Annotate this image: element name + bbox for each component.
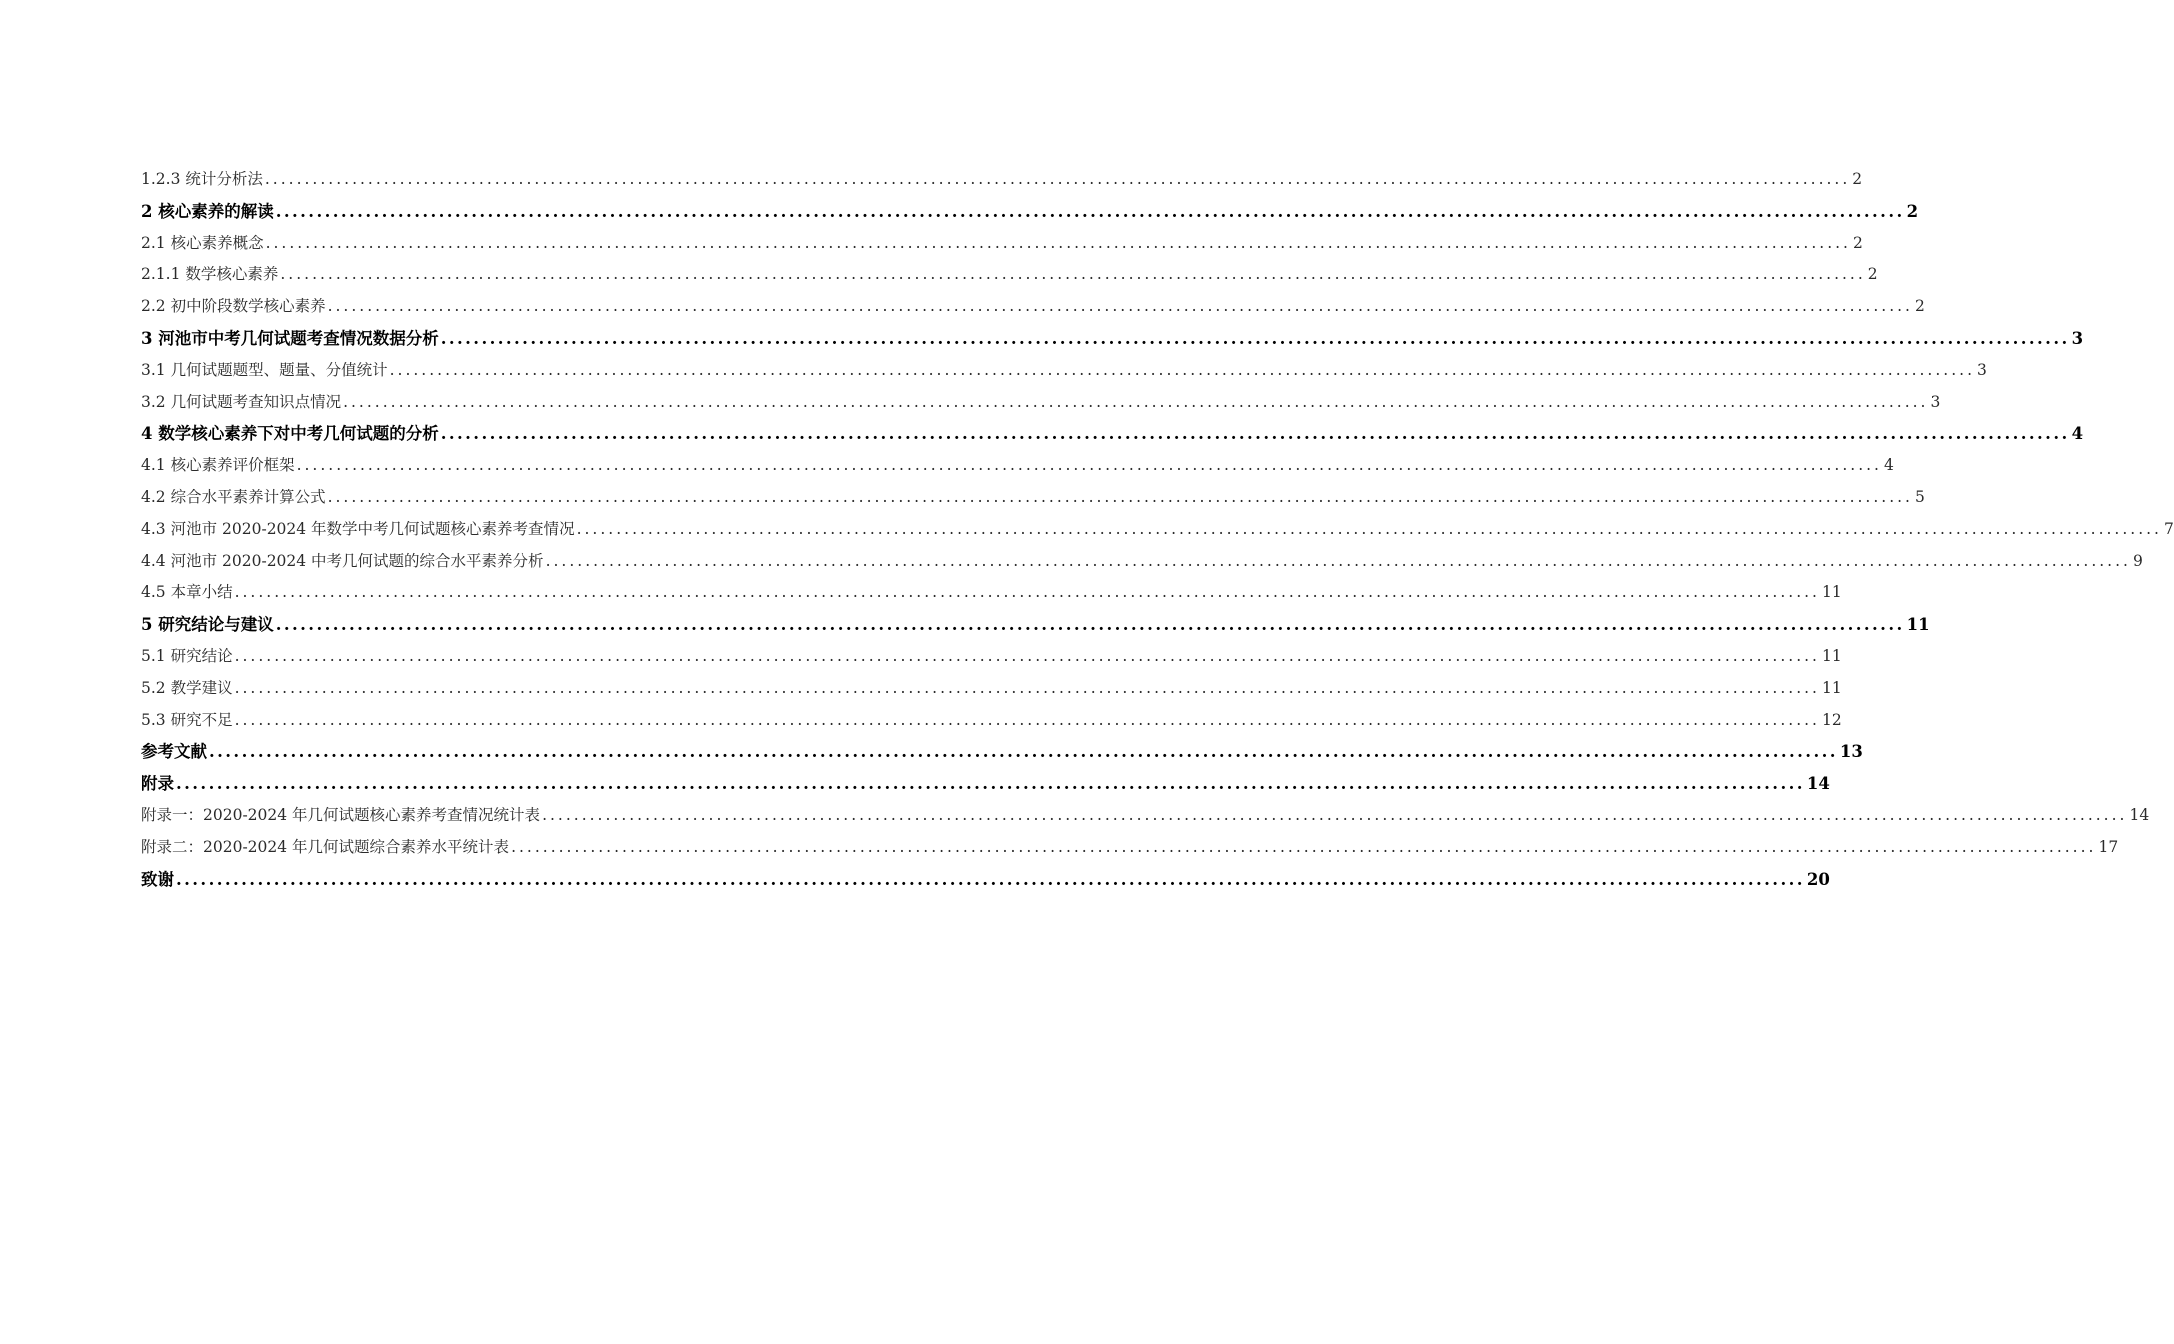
toc-entry-title: 5.3 研究不足 xyxy=(141,710,233,729)
toc-entry-title: 5 研究结论与建议 xyxy=(141,615,274,635)
toc-section-entry[interactable] xyxy=(141,514,2174,546)
toc-entry-title: 5.2 教学建议 xyxy=(141,678,233,697)
toc-entry-page-number: 5 xyxy=(1914,487,1925,506)
toc-entry-title: 2.2 初中阶段数学核心素养 xyxy=(141,297,326,316)
toc-chapter-entry[interactable] xyxy=(141,736,1863,768)
toc-section-entry[interactable] xyxy=(141,164,1863,196)
toc-dot-leader: ........................................................................................................................................................................................................ xyxy=(234,646,1820,665)
toc-dot-leader: ........................................................................................................................................................................................................ xyxy=(576,519,2162,538)
toc-entry-title: 2 核心素养的解读 xyxy=(141,201,274,221)
toc-entry-title: 5.1 研究结论 xyxy=(141,646,233,665)
toc-entry-page-number: 3 xyxy=(1930,392,1941,411)
toc-entry-title: 2.1.1 数学核心素养 xyxy=(141,265,279,284)
toc-section-entry[interactable] xyxy=(141,673,1842,705)
toc-chapter-entry[interactable] xyxy=(141,768,1830,800)
toc-entry-page-number: 2 xyxy=(1914,297,1925,316)
toc-entry-page-number: 4 xyxy=(2071,424,2084,444)
toc-dot-leader: ........................................................................................................................................................................................................ xyxy=(343,392,1929,411)
toc-entry-page-number: 13 xyxy=(1839,742,1863,762)
toc-entry-page-number: 11 xyxy=(1821,678,1842,697)
toc-dot-leader: ........................................................................................................................................................................................................ xyxy=(234,678,1820,697)
toc-dot-leader: ........................................................................................................................................................................................................ xyxy=(176,869,1805,889)
toc-dot-leader: ........................................................................................................................................................................................................ xyxy=(327,297,1913,316)
toc-entry-title: 参考文献 xyxy=(141,742,207,762)
toc-entry-page-number: 9 xyxy=(2132,551,2143,570)
toc-entry-page-number: 11 xyxy=(1821,583,1842,602)
toc-dot-leader: ........................................................................................................................................................................................................ xyxy=(209,742,1838,762)
toc-section-entry[interactable] xyxy=(141,291,1925,323)
toc-section-entry[interactable] xyxy=(141,228,1863,260)
toc-dot-leader: ........................................................................................................................................................................................................ xyxy=(176,774,1805,794)
toc-entry-page-number: 11 xyxy=(1821,646,1842,665)
toc-entry-page-number: 11 xyxy=(1906,615,1930,635)
toc-entry-title: 3.2 几何试题考查知识点情况 xyxy=(141,392,342,411)
toc-entry-title: 4.5 本章小结 xyxy=(141,583,233,602)
toc-section-entry[interactable] xyxy=(141,577,1842,609)
toc-dot-leader: ........................................................................................................................................................................................................ xyxy=(275,615,1905,635)
toc-entry-page-number: 14 xyxy=(1806,774,1830,794)
toc-entry-title: 3.1 几何试题题型、题量、分值统计 xyxy=(141,360,388,379)
toc-dot-leader: ........................................................................................................................................................................................................ xyxy=(542,805,2128,824)
toc-entry-page-number: 2 xyxy=(1852,170,1863,188)
toc-entry-title: 附录 xyxy=(141,774,174,794)
toc-entry-title: 4.2 综合水平素养计算公式 xyxy=(141,487,326,506)
toc-entry-title: 4 数学核心素养下对中考几何试题的分析 xyxy=(141,424,439,444)
toc-dot-leader: ........................................................................................................................................................................................................ xyxy=(234,583,1820,602)
toc-dot-leader: ........................................................................................................................................................................................................ xyxy=(389,360,1975,379)
toc-entry-title: 附录一：2020-2024 年几何试题核心素养考查情况统计表 xyxy=(141,805,541,824)
toc-entry-title: 致谢 xyxy=(141,869,174,889)
toc-entry-page-number: 14 xyxy=(2129,805,2150,824)
toc-section-entry[interactable] xyxy=(141,641,1842,673)
toc-entry-page-number: 2 xyxy=(1906,201,1919,221)
toc-section-entry[interactable] xyxy=(141,800,2150,832)
toc-chapter-entry[interactable] xyxy=(141,323,2084,355)
toc-chapter-entry[interactable] xyxy=(141,609,1930,641)
toc-dot-leader: ........................................................................................................................................................................................................ xyxy=(440,328,2070,348)
toc-entry-title: 4.1 核心素养评价框架 xyxy=(141,456,295,475)
toc-entry-title: 附录二：2020-2024 年几何试题综合素养水平统计表 xyxy=(141,837,510,856)
toc-entry-page-number: 7 xyxy=(2163,519,2174,538)
toc-section-entry[interactable] xyxy=(141,832,2119,864)
toc-dot-leader: ........................................................................................................................................................................................................ xyxy=(511,837,2097,856)
toc-chapter-entry[interactable] xyxy=(141,864,1830,896)
toc-dot-leader: ........................................................................................................................................................................................................ xyxy=(234,710,1820,729)
toc-entry-page-number: 17 xyxy=(2098,837,2119,856)
toc-dot-leader: ........................................................................................................................................................................................................ xyxy=(440,424,2070,444)
toc-dot-leader: ........................................................................................................................................................................................................ xyxy=(296,456,1882,475)
toc-entry-page-number: 2 xyxy=(1867,265,1878,284)
toc-dot-leader: ........................................................................................................................................................................................................ xyxy=(280,265,1866,284)
toc-entry-page-number: 3 xyxy=(1977,360,1987,379)
toc-chapter-entry[interactable] xyxy=(141,196,1919,228)
toc-entry-page-number: 20 xyxy=(1806,869,1830,889)
toc-dot-leader: ........................................................................................................................................................................................................ xyxy=(327,487,1913,506)
table-of-contents xyxy=(141,164,2174,895)
toc-dot-leader: ........................................................................................................................................................................................................ xyxy=(275,201,1905,221)
toc-entry-page-number: 3 xyxy=(2071,328,2084,348)
toc-entry-title: 3 河池市中考几何试题考查情况数据分析 xyxy=(141,328,439,348)
toc-entry-title: 1.2.3 统计分析法 xyxy=(141,170,263,188)
toc-entry-title: 2.1 核心素养概念 xyxy=(141,233,264,252)
toc-section-entry[interactable] xyxy=(141,546,2143,578)
toc-entry-page-number: 2 xyxy=(1852,233,1863,252)
toc-dot-leader: ........................................................................................................................................................................................................ xyxy=(265,233,1851,252)
toc-dot-leader: ........................................................................................................................................................................................................ xyxy=(264,170,1851,188)
toc-section-entry[interactable] xyxy=(141,259,1878,291)
toc-chapter-entry[interactable] xyxy=(141,418,2084,450)
toc-section-entry[interactable] xyxy=(141,705,1842,737)
toc-entry-page-number: 4 xyxy=(1883,456,1894,475)
toc-section-entry[interactable] xyxy=(141,450,1894,482)
toc-dot-leader: ........................................................................................................................................................................................................ xyxy=(545,551,2131,570)
toc-entry-title: 4.3 河池市 2020-2024 年数学中考几何试题核心素养考查情况 xyxy=(141,519,575,538)
toc-entry-title: 4.4 河池市 2020-2024 中考几何试题的综合水平素养分析 xyxy=(141,551,544,570)
toc-section-entry[interactable] xyxy=(141,387,1941,419)
toc-entry-page-number: 12 xyxy=(1821,710,1842,729)
toc-section-entry[interactable] xyxy=(141,355,1987,387)
toc-section-entry[interactable] xyxy=(141,482,1925,514)
